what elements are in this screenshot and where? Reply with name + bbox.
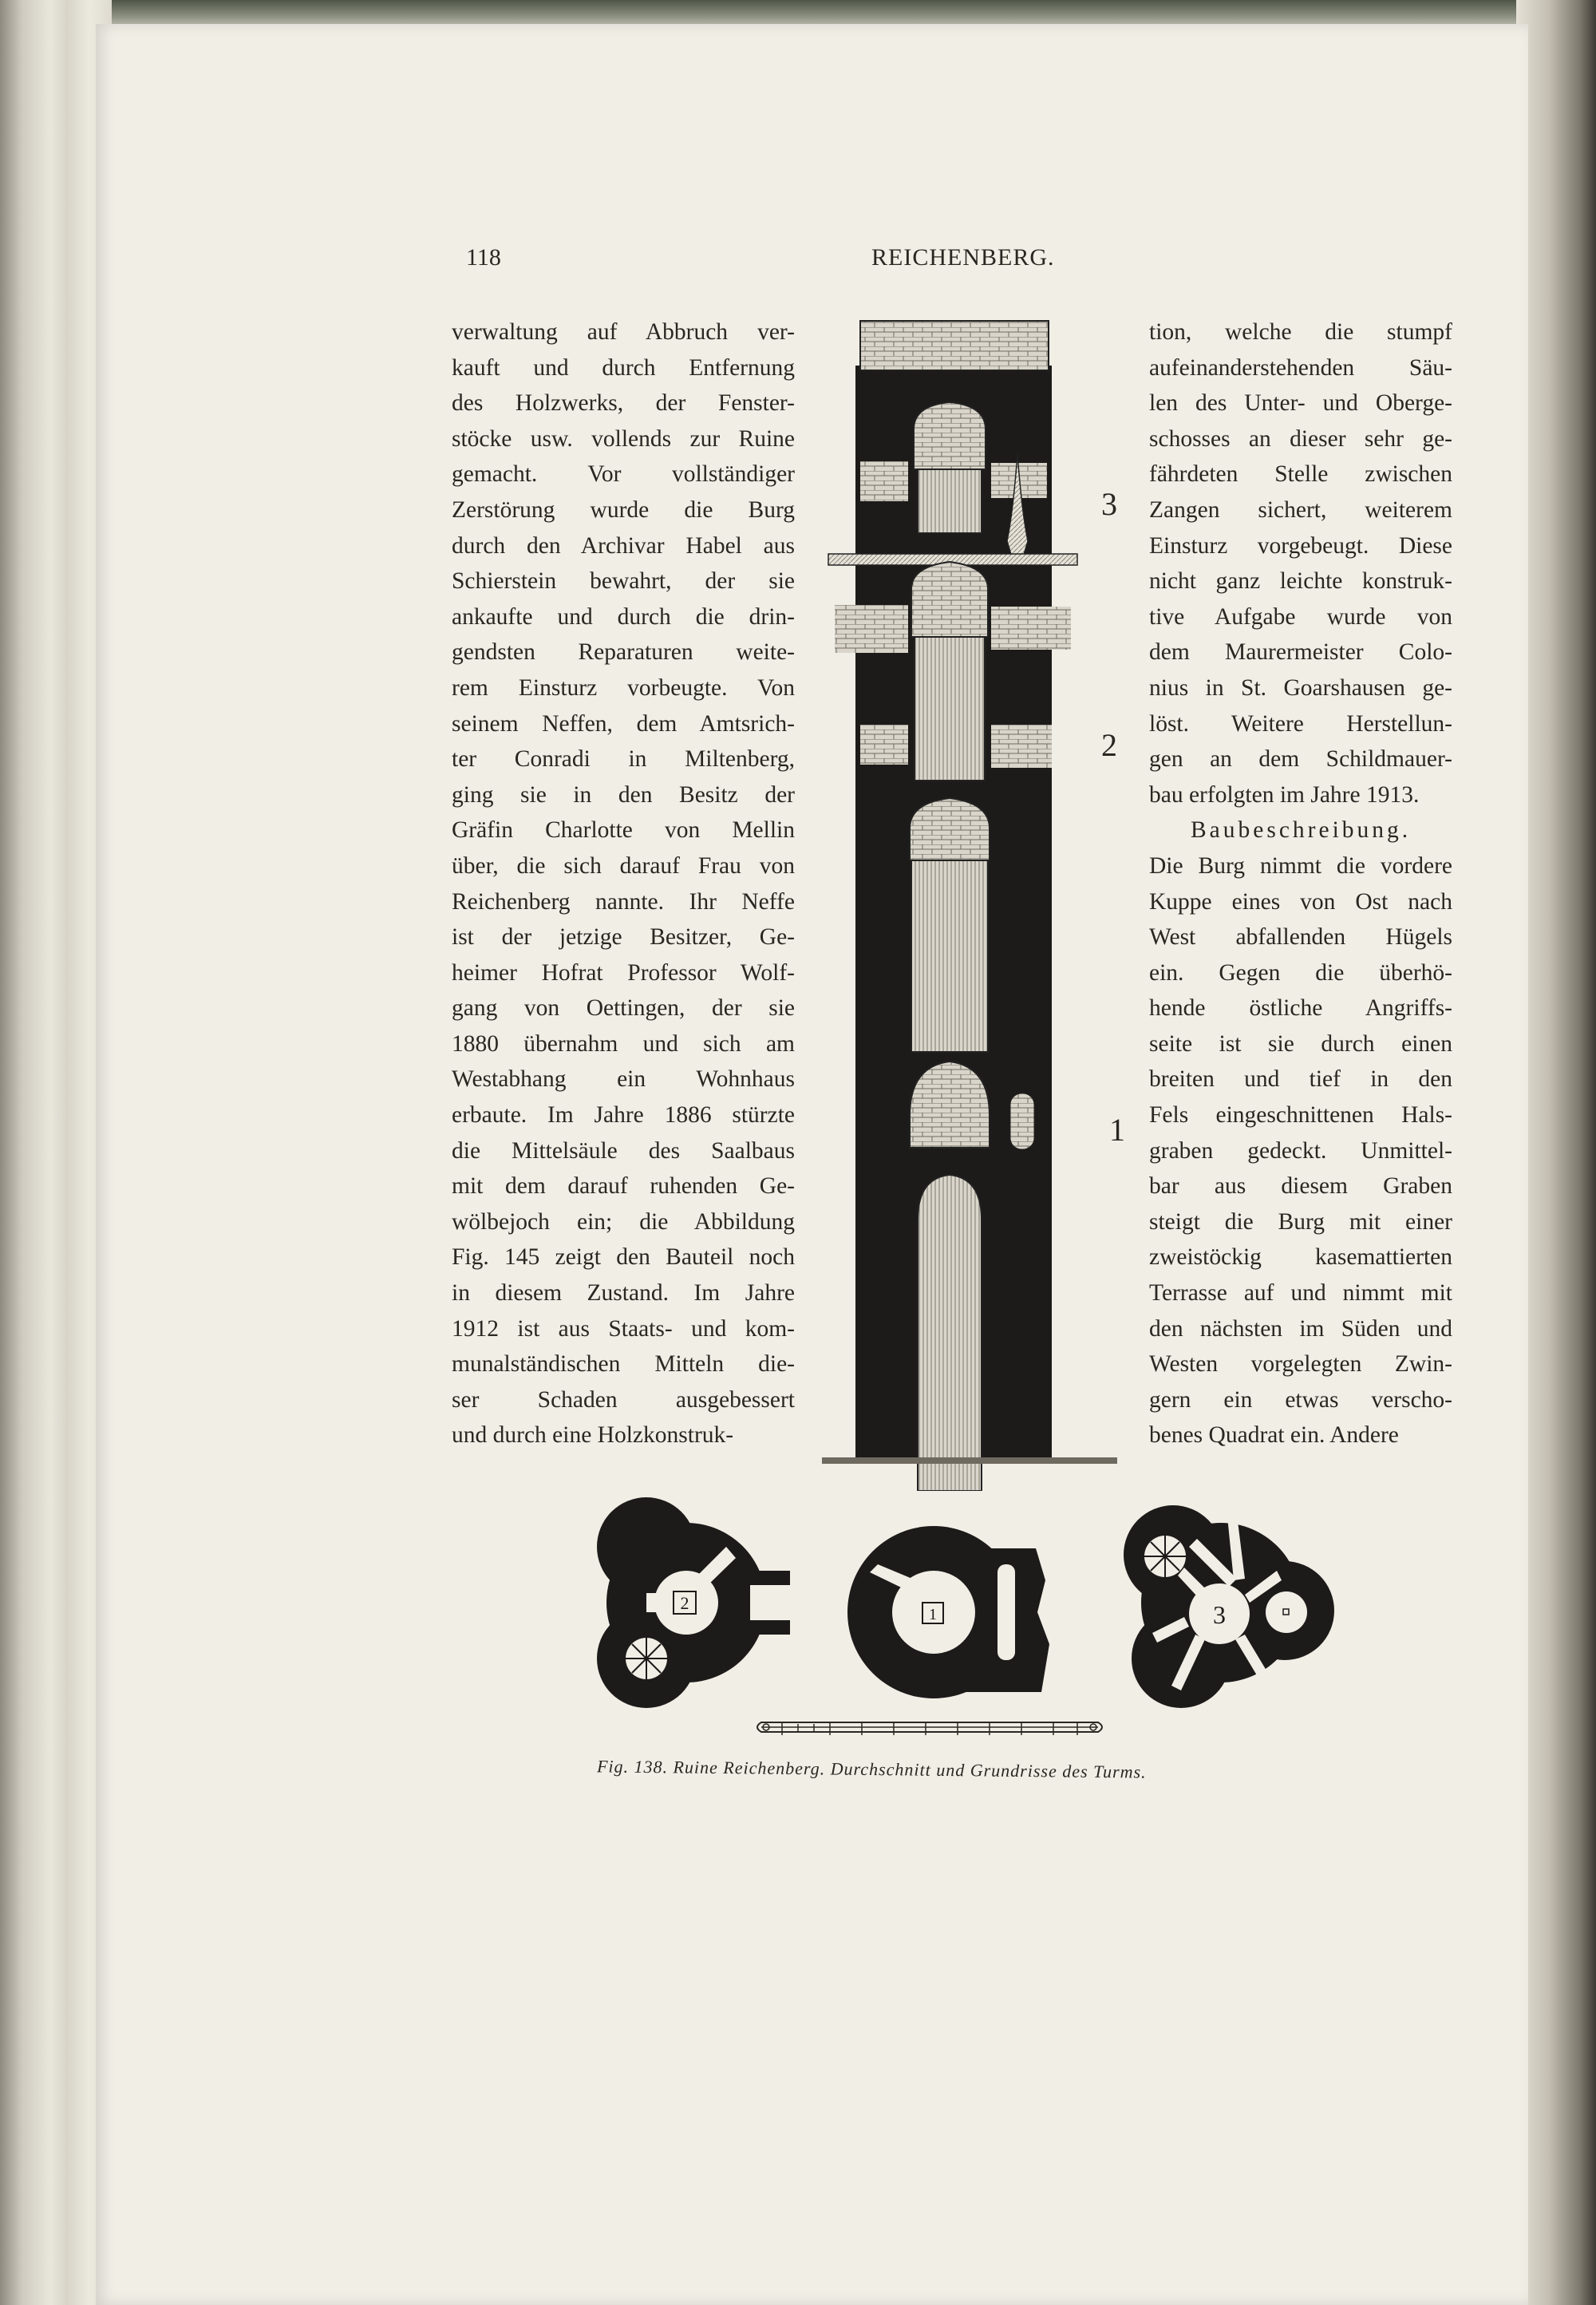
text-line: bar aus diesem Graben — [1149, 1173, 1452, 1200]
text-line: Einsturz vorgebeugt. Diese — [1149, 532, 1452, 559]
text-line: nius in St. Goarshausen ge- — [1149, 674, 1452, 701]
text-line: Die Burg nimmt die vordere — [1149, 852, 1452, 879]
text-line: Schierstein bewahrt, der sie — [452, 568, 795, 595]
text-line: West abfallenden Hügels — [1149, 924, 1452, 951]
text-line: heimer Hofrat Professor Wolf- — [452, 959, 795, 986]
text-line: löst. Weitere Herstellun- — [1149, 710, 1452, 737]
text-line: zweistöckig kasemattierten — [1149, 1244, 1452, 1271]
text-line: Zangen sichert, weiterem — [1149, 496, 1452, 523]
text-line: in diesem Zustand. Im Jahre — [452, 1280, 795, 1307]
text-line: 1912 ist aus Staats- und kom- — [452, 1315, 795, 1342]
text-line: erbaute. Im Jahre 1886 stürzte — [452, 1102, 795, 1129]
floor-plan-1 — [846, 1516, 1061, 1708]
scale-bar — [750, 1713, 1109, 1742]
text-line: dem Maurermeister Colo- — [1149, 639, 1452, 666]
book-left-edge — [0, 0, 112, 2305]
text-line: Terrasse auf und nimmt mit — [1149, 1280, 1452, 1307]
page-number: 118 — [466, 244, 501, 271]
plan-label-2: 2 — [680, 1593, 689, 1613]
text-line: ter Conradi in Miltenberg, — [452, 746, 795, 773]
floor-plan-3 — [1117, 1491, 1341, 1714]
text-line: steigt die Burg mit einer — [1149, 1208, 1452, 1235]
text-line: breiten und tief in den — [1149, 1066, 1452, 1093]
text-line: seite ist sie durch einen — [1149, 1030, 1452, 1057]
tower-section-drawing — [822, 318, 1117, 1491]
text-line: Zerstörung wurde die Burg — [452, 496, 795, 523]
text-line: mit dem darauf ruhenden Ge- — [452, 1173, 795, 1200]
text-line: ser Schaden ausgebessert — [452, 1386, 795, 1413]
text-line: kauft und durch Entfernung — [452, 354, 795, 381]
text-line: gang von Oettingen, der sie — [452, 995, 795, 1022]
left-text-column — [452, 314, 795, 1453]
text-line: ist der jetzige Besitzer, Ge- — [452, 924, 795, 951]
text-line: gern ein etwas verscho- — [1149, 1386, 1452, 1413]
figure-caption: Fig. 138. Ruine Reichenberg. Durchschnitt und Grundrisse des Turms. — [596, 1756, 1147, 1782]
text-line: aufeinanderstehenden Säu- — [1149, 354, 1452, 381]
text-line: des Holzwerks, der Fenster- — [452, 390, 795, 417]
text-line: munalständischen Mitteln die- — [452, 1351, 795, 1378]
text-line: tion, welche die stumpf — [1149, 319, 1452, 345]
book-right-edge — [1516, 0, 1596, 2305]
text-line: rem Einsturz vorbeugte. Von — [452, 674, 795, 701]
text-line: über, die sich darauf Frau von — [452, 852, 795, 879]
text-line: seinem Neffen, dem Amtsrich- — [452, 710, 795, 737]
text-line: graben gedeckt. Unmittel- — [1149, 1137, 1452, 1164]
section-heading: Baubeschreibung. — [1191, 817, 1412, 844]
text-line: 1880 übernahm und sich am — [452, 1030, 795, 1057]
text-line: Kuppe eines von Ost nach — [1149, 888, 1452, 915]
text-line: fährdeten Stelle zwischen — [1149, 461, 1452, 488]
text-line: Westabhang ein Wohnhaus — [452, 1066, 795, 1093]
text-line: bau erfolgten im Jahre 1913. — [1149, 781, 1420, 808]
level-label-2: 2 — [1101, 727, 1117, 763]
text-line: hende östliche Angriffs- — [1149, 995, 1452, 1022]
text-line: Fels eingeschnittenen Hals- — [1149, 1102, 1452, 1129]
text-line: len des Unter- und Oberge- — [1149, 390, 1452, 417]
text-line: stöcke usw. vollends zur Ruine — [452, 425, 795, 452]
text-line: gemacht. Vor vollständiger — [452, 461, 795, 488]
text-line: gendsten Reparaturen weite- — [452, 639, 795, 666]
text-line: die Mittelsäule des Saalbaus — [452, 1137, 795, 1164]
text-line: den nächsten im Süden und — [1149, 1315, 1452, 1342]
plan-label-3: 3 — [1213, 1600, 1226, 1629]
text-line: Gräfin Charlotte von Mellin — [452, 817, 795, 844]
text-line: gen an dem Schildmauer- — [1149, 746, 1452, 773]
text-line: wölbejoch ein; die Abbildung — [452, 1208, 795, 1235]
text-line: nicht ganz leichte konstruk- — [1149, 568, 1452, 595]
text-line: benes Quadrat ein. Andere — [1149, 1422, 1399, 1449]
text-line: Fig. 145 zeigt den Bauteil noch — [452, 1244, 795, 1271]
text-line: tive Aufgabe wurde von — [1149, 603, 1452, 630]
right-text-column — [1149, 314, 1452, 1453]
text-line: ein. Gegen die überhö- — [1149, 959, 1452, 986]
plan-label-1: 1 — [929, 1606, 937, 1623]
text-line: durch den Archivar Habel aus — [452, 532, 795, 559]
text-line: Reichenberg nannte. Ihr Neffe — [452, 888, 795, 915]
floor-plan-2 — [591, 1491, 798, 1714]
text-line: und durch eine Holzkonstruk- — [452, 1422, 734, 1449]
text-line: Westen vorgelegten Zwin- — [1149, 1351, 1452, 1378]
text-line: schosses an dieser sehr ge- — [1149, 425, 1452, 452]
text-line: verwaltung auf Abbruch ver- — [452, 319, 795, 345]
text-line: ging sie in den Besitz der — [452, 781, 795, 808]
text-line: ankaufte und durch die drin- — [452, 603, 795, 630]
running-title: REICHENBERG. — [871, 244, 1055, 271]
level-label-3: 3 — [1101, 486, 1117, 522]
level-label-1: 1 — [1109, 1112, 1125, 1148]
